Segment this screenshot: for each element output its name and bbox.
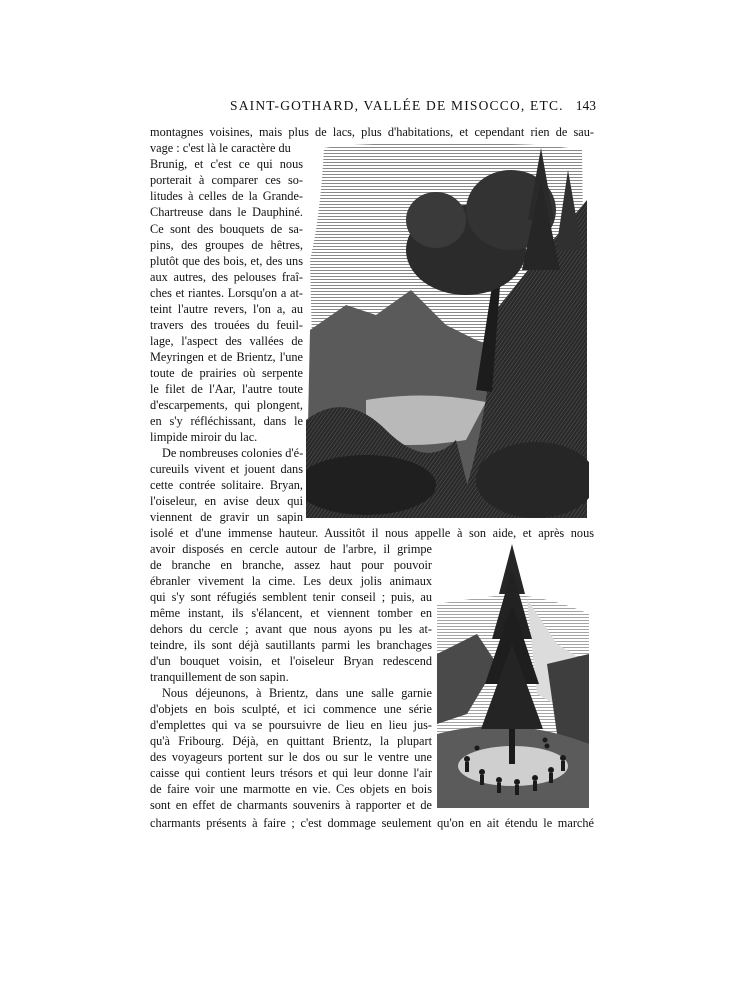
text-line: avoir disposés en cercle autour de l'arbre, il grimpe	[150, 542, 432, 556]
text-line: ébranler vivement la cime. Les deux jolis animaux	[150, 574, 432, 588]
text-line: De nombreuses colonies d'é-	[162, 446, 304, 460]
text-line: d'objets en bois sculpté, et ici commence une série	[150, 702, 432, 716]
text-line: d'un bouquet voisin, et l'oiseleur Bryan redescend	[150, 654, 432, 668]
text-line: des voyageurs portent sur le dos ou sur le ventre une	[150, 750, 432, 764]
text-line: tranquillement de son sapin.	[150, 670, 289, 684]
text-line: teindre, ils sont déjà sautillants parmi les branchages	[150, 638, 432, 652]
text-line: en s'y réfléchissant, dans le	[150, 414, 303, 428]
engraving-brunig-landscape	[306, 140, 589, 518]
text-line: de faire voir une marmotte en vie. Ces objets en bois	[150, 782, 432, 796]
text-line: Nous déjeunons, à Brientz, dans une salle garnie	[162, 686, 432, 700]
text-line: qu'à Fribourg. Déjà, en quittant Brientz, la plupart	[150, 734, 432, 748]
page-number: 143	[575, 98, 596, 113]
text-line: cette contrée solitaire. Bryan,	[150, 478, 303, 492]
text-line: aux autres, des pelouses fraî-	[150, 270, 303, 284]
text-line: sont en effet de charmants souvenirs à rapporter et de	[150, 798, 432, 812]
text-line: d'emplettes qui va se poursuivre de lieu en lieu jus-	[150, 718, 432, 732]
text-line: litudes à celles de la Grande-	[150, 189, 303, 203]
text-line: lage, l'aspect des vallées de	[150, 334, 303, 348]
text-line: vage : c'est là le caractère du	[150, 141, 291, 155]
text-line: montagnes voisines, mais plus de lacs, plus d'habitations, et cependant rien de sau-	[150, 125, 594, 139]
text-line: d'escarpements, qui plongent,	[150, 398, 303, 412]
running-head: SAINT-GOTHARD, VALLÉE DE MISOCCO, ETC.	[230, 98, 564, 113]
text-line: Brunig, et c'est ce qui nous	[150, 157, 303, 171]
text-line: Chartreuse dans le Dauphiné.	[150, 205, 303, 219]
text-line: l'oiseleur, en avise deux qui	[150, 494, 303, 508]
text-line: dehors du cercle ; avant que nous ayons pu les at-	[150, 622, 432, 636]
text-line: charmants présents à faire ; c'est dommage seulement qu'on en ait étendu le marché	[150, 816, 594, 830]
text-line: cureuils vivent et jouent dans	[150, 462, 303, 476]
text-line: caisse qui contient leurs trésors et qui leur donne l'air	[150, 766, 432, 780]
text-line: Ce sont des bouquets de sa-	[150, 222, 303, 236]
text-line: travers des trouées du feuil-	[150, 318, 303, 332]
text-line: pins, des groupes de hêtres,	[150, 238, 303, 252]
text-line: qui s'y sont réfugiés semblent tenir conseil ; puis, au	[150, 590, 432, 604]
text-line: le filet de l'Aar, l'autre toute	[150, 382, 303, 396]
text-line: teint l'autre revers, l'on a, au	[150, 302, 303, 316]
text-line: même instant, ils s'élancent, et viennent tomber en	[150, 606, 432, 620]
text-line: de branche en branche, assez haut pour pouvoir	[150, 558, 432, 572]
text-line: plutôt que des bois, et, des uns	[150, 254, 303, 268]
text-line: isolé et d'une immense hauteur. Aussitôt il nous appelle à son aide, et après nous	[150, 526, 594, 540]
text-line: Meyringen et de Brientz, l'une	[150, 350, 303, 364]
text-line: porterait à comparer ces so-	[150, 173, 303, 187]
text-line: limpide miroir du lac.	[150, 430, 258, 444]
text-line: viennent de gravir un sapin	[150, 510, 303, 524]
text-line: ches et riantes. Lorsqu'on a at-	[150, 286, 303, 300]
engraving-fir-tree-circle	[437, 544, 589, 808]
page-header	[150, 98, 596, 118]
text-line: toute de prairies où serpente	[150, 366, 303, 380]
